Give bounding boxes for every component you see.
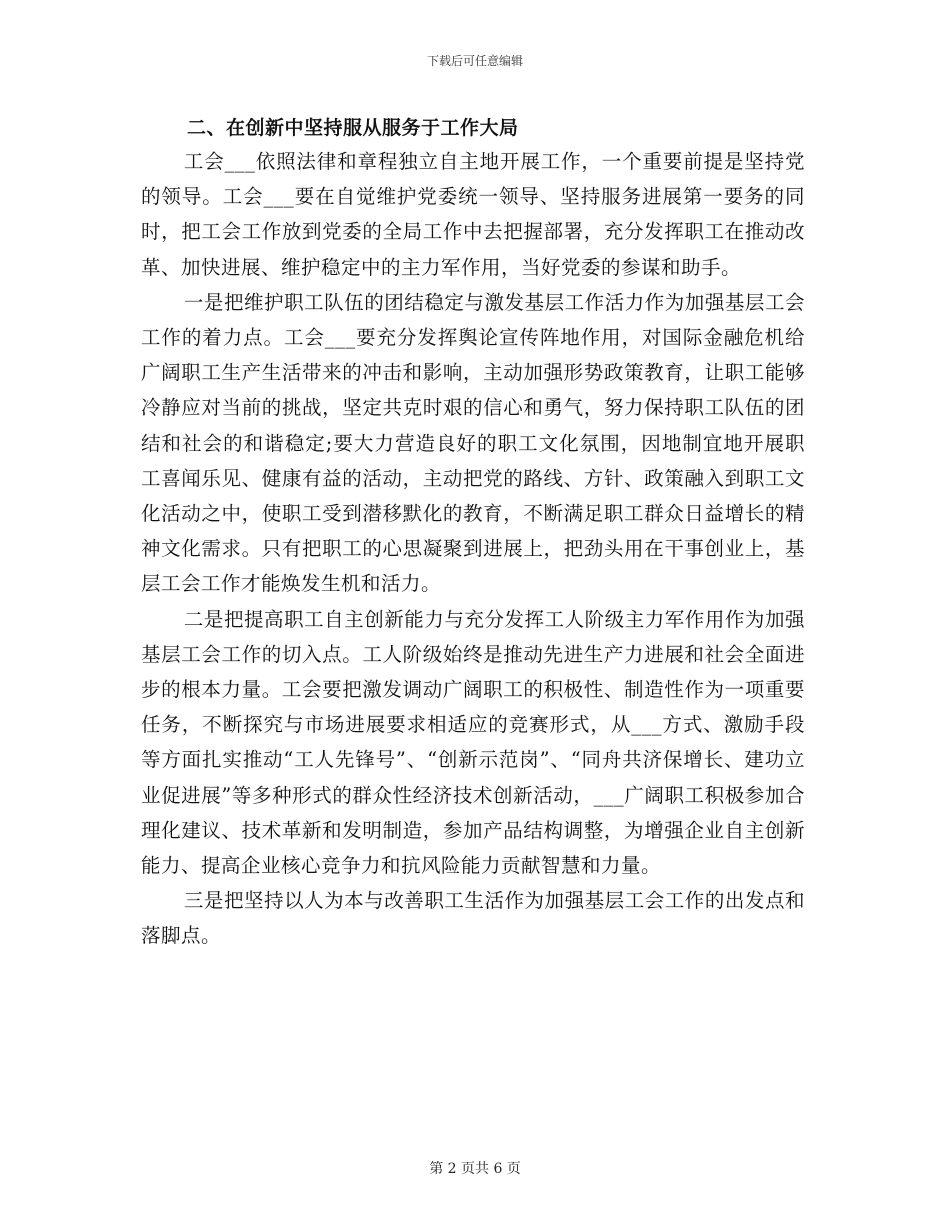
paragraph-point-three: 三是把坚持以人为本与改善职工生活作为加强基层工会工作的出发点和落脚点。	[141, 889, 805, 948]
page-footer: 第 2 页共 6 页	[429, 1161, 521, 1177]
page-header: 下载后可任意编辑	[426, 54, 523, 68]
section-heading: 二、在创新中坚持服从服务于工作大局	[187, 117, 519, 139]
paragraph-intro: 工会___依照法律和章程独立自主地开展工作，一个重要前提是坚持党的领导。工会___要在自觉维护党委统一领导、坚持服务进展第一要务的同时，把工会工作放到党委的全局工作中去把握部署，充分发挥职工在推动改革、加快进展、维护稳定中的主力军作用，当好党委的参谋和助手。	[141, 150, 805, 279]
paragraph-point-one: 一是把维护职工队伍的团结稳定与激发基层工作活力作为加强基层工会工作的着力点。工会___要充分发挥舆论宣传阵地作用，对国际金融危机给广阔职工生产生活带来的冲击和影响，主动加强形势政策教育，让职工能够冷静应对当前的挑战，坚定共克时艰的信心和勇气，努力保持职工队伍的团结和社会的和谐稳定;要大力营造良好的职工文化氛围，因地制宜地开展职工喜闻乐见、健康有益的活动，主动把党的路线、方针、政策融入到职工文化活动之中，使职工受到潜移默化的教育，不断满足职工群众日益增长的精神文化需求。只有把职工的心思凝聚到进展上，把劲头用在干事创业上，基层工会工作才能焕发生机和活力。	[141, 290, 805, 596]
document-body	[141, 112, 805, 954]
paragraph-point-two: 二是把提高职工自主创新能力与充分发挥工人阶级主力军作用作为加强基层工会工作的切入点。工人阶级始终是推动先进生产力进展和社会全面进步的根本力量。工会要把激发调动广阔职工的积极性、制造性作为一项重要任务，不断探究与市场进展要求相适应的竞赛形式，从___方式、激励手段等方面扎实推动“工人先锋号”、“创新示范岗”、“同舟共济保增长、建功立业促进展”等多种形式的群众性经济技术创新活动，___广阔职工积极参加合理化建议、技术革新和发明制造，参加产品结构调整，为增强企业自主创新能力、提高企业核心竞争力和抗风险能力贡献智慧和力量。	[141, 607, 805, 878]
